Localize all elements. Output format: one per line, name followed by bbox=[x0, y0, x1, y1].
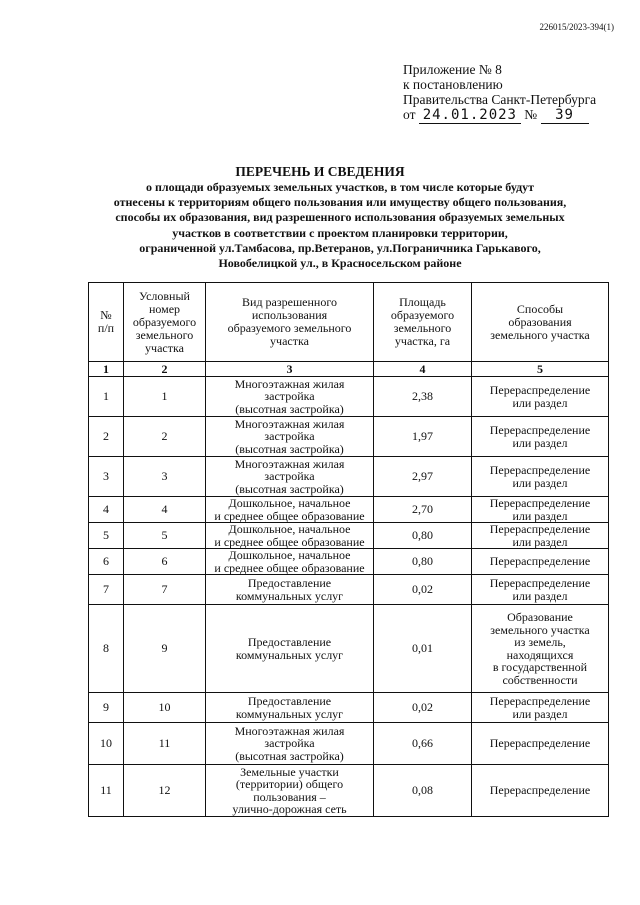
column-header-line: использования bbox=[251, 308, 328, 322]
area-cell: 0,02 bbox=[374, 575, 472, 605]
land-use-cell bbox=[206, 417, 374, 457]
column-number: 2 bbox=[124, 362, 206, 377]
table-row bbox=[89, 723, 609, 765]
method-cell bbox=[472, 523, 609, 549]
method-line: или раздел bbox=[512, 588, 568, 603]
plot-id-cell: 4 bbox=[124, 497, 206, 523]
land-plots-table bbox=[88, 282, 609, 817]
row-number-cell: 8 bbox=[89, 605, 124, 693]
column-header-line: Способы bbox=[516, 301, 564, 316]
appendix-line-1: Приложение № 8 bbox=[403, 62, 502, 77]
column-header-line: п/п bbox=[97, 321, 115, 335]
land-use-cell bbox=[206, 457, 374, 497]
land-use-line: Предоставление bbox=[247, 694, 332, 708]
column-header-line: земельного bbox=[393, 321, 452, 335]
land-use-line: Предоставление bbox=[247, 576, 332, 590]
column-header-line: земельного участка bbox=[490, 327, 590, 342]
method-cell bbox=[472, 549, 609, 575]
method-line: Перераспределение bbox=[489, 522, 591, 536]
area-cell: 0,66 bbox=[374, 723, 472, 765]
land-use-line: застройка bbox=[264, 389, 315, 404]
method-line: Перераспределение bbox=[489, 496, 591, 510]
date-prefix: от bbox=[403, 107, 416, 122]
column-header bbox=[89, 283, 124, 362]
land-use-line: Многоэтажная жилая bbox=[234, 416, 345, 431]
land-use-cell bbox=[206, 549, 374, 575]
column-header-line: участка bbox=[145, 340, 184, 355]
number-prefix: № bbox=[524, 107, 538, 122]
column-header-line: номер bbox=[148, 301, 181, 316]
plot-id-cell: 3 bbox=[124, 457, 206, 497]
land-use-cell bbox=[206, 765, 374, 817]
method-cell bbox=[472, 765, 609, 817]
area-cell: 0,80 bbox=[374, 549, 472, 575]
land-use-line: и среднее общее образование bbox=[214, 534, 365, 549]
land-use-line: Многоэтажная жилая bbox=[234, 456, 345, 471]
method-cell bbox=[472, 605, 609, 693]
appendix-number: 39 bbox=[541, 108, 589, 124]
method-line: или раздел bbox=[512, 435, 568, 450]
column-header-line: Условный bbox=[139, 288, 190, 303]
subtitle-line: о площади образуемых земельных участков, в том числе которые будут bbox=[145, 180, 535, 194]
land-use-line: Дошкольное, начальное bbox=[228, 522, 351, 536]
row-number-cell: 9 bbox=[89, 693, 124, 723]
land-use-line: Предоставление bbox=[247, 635, 332, 649]
land-use-line: пользования – bbox=[253, 789, 326, 804]
method-line: Перераспределение bbox=[489, 736, 591, 751]
document-title: ПЕРЕЧЕНЬ И СВЕДЕНИЯ bbox=[235, 164, 405, 179]
table-header-row bbox=[89, 283, 609, 362]
column-header bbox=[206, 283, 374, 362]
column-header-line: земельного bbox=[135, 327, 194, 342]
column-number: 3 bbox=[206, 362, 374, 377]
method-line: Перераспределение bbox=[489, 383, 591, 397]
column-header bbox=[124, 283, 206, 362]
column-header bbox=[374, 283, 472, 362]
column-header-line: участка bbox=[270, 334, 309, 348]
plot-id-cell: 1 bbox=[124, 377, 206, 417]
area-cell: 2,97 bbox=[374, 457, 472, 497]
subtitle-line: ограниченной ул.Тамбасова, пр.Ветеранов, ул.Пограничника Гарькавого, bbox=[139, 240, 541, 255]
row-number-cell: 2 bbox=[89, 417, 124, 457]
area-cell: 2,70 bbox=[374, 497, 472, 523]
document-number: 226015/2023-394(1) bbox=[539, 22, 614, 32]
table-row bbox=[89, 605, 609, 693]
plot-id-cell: 5 bbox=[124, 523, 206, 549]
method-line: или раздел bbox=[512, 534, 568, 549]
method-cell bbox=[472, 693, 609, 723]
land-use-line: (высотная застройка) bbox=[235, 401, 344, 416]
table-row bbox=[89, 457, 609, 497]
plot-id-cell: 9 bbox=[124, 605, 206, 693]
row-number-cell: 7 bbox=[89, 575, 124, 605]
method-line: Перераспределение bbox=[489, 576, 591, 590]
method-line: Перераспределение bbox=[489, 694, 591, 708]
method-cell bbox=[472, 457, 609, 497]
table-row bbox=[89, 575, 609, 605]
land-use-cell bbox=[206, 497, 374, 523]
method-line: Перераспределение bbox=[489, 423, 591, 437]
plot-id-cell: 12 bbox=[124, 765, 206, 817]
subtitle-line: отнесены к территориям общего пользования или имуществу общего пользования, bbox=[113, 195, 567, 210]
land-use-line: (высотная застройка) bbox=[235, 441, 344, 456]
column-header-line: № bbox=[100, 308, 112, 322]
method-cell bbox=[472, 723, 609, 765]
column-numbers-row bbox=[89, 362, 609, 377]
land-use-line: улично-дорожная сеть bbox=[232, 802, 347, 816]
column-header-line: Вид разрешенного bbox=[242, 295, 337, 309]
land-use-line: Многоэтажная жилая bbox=[234, 376, 345, 391]
column-header-line: образуемого bbox=[390, 308, 455, 322]
land-use-cell bbox=[206, 377, 374, 417]
column-number: 1 bbox=[89, 362, 124, 377]
column-header bbox=[472, 283, 609, 362]
land-use-line: и среднее общее образование bbox=[214, 560, 365, 575]
land-use-cell bbox=[206, 723, 374, 765]
row-number-cell: 10 bbox=[89, 723, 124, 765]
column-header-line: образования bbox=[508, 314, 572, 329]
land-use-line: и среднее общее образование bbox=[214, 508, 365, 523]
plot-id-cell: 7 bbox=[124, 575, 206, 605]
method-line: или раздел bbox=[512, 508, 568, 523]
plot-id-cell: 6 bbox=[124, 549, 206, 575]
land-use-cell bbox=[206, 693, 374, 723]
method-line: Образование bbox=[507, 610, 573, 624]
table-row bbox=[89, 523, 609, 549]
method-cell bbox=[472, 377, 609, 417]
row-number-cell: 11 bbox=[89, 765, 124, 817]
column-header-line: образуемого земельного bbox=[227, 321, 352, 335]
subtitle-line: способы их образования, вид разрешенного использования образуемых земельных bbox=[115, 210, 565, 225]
plot-id-cell: 2 bbox=[124, 417, 206, 457]
row-number-cell: 5 bbox=[89, 523, 124, 549]
column-header-line: участка, га bbox=[394, 334, 451, 348]
appendix-line-3: Правительства Санкт-Петербурга bbox=[403, 92, 597, 107]
table-row bbox=[89, 693, 609, 723]
area-cell: 2,38 bbox=[374, 377, 472, 417]
table-row bbox=[89, 497, 609, 523]
method-line: из земель, bbox=[514, 635, 566, 649]
row-number-cell: 6 bbox=[89, 549, 124, 575]
appendix-line-2: к постановлению bbox=[403, 77, 503, 92]
appendix-block bbox=[403, 62, 596, 124]
method-line: Перераспределение bbox=[489, 783, 591, 798]
method-line: в государственной bbox=[492, 660, 588, 674]
area-cell: 1,97 bbox=[374, 417, 472, 457]
land-use-line: Земельные участки bbox=[240, 764, 339, 779]
land-use-line: застройка bbox=[264, 469, 315, 484]
method-line: собственности bbox=[502, 672, 578, 687]
appendix-date-line bbox=[403, 107, 596, 124]
land-use-line: Дошкольное, начальное bbox=[228, 548, 351, 562]
method-line: или раздел bbox=[512, 395, 568, 410]
land-use-line: (высотная застройка) bbox=[235, 748, 344, 763]
land-use-line: Дошкольное, начальное bbox=[228, 496, 351, 510]
method-line: или раздел bbox=[512, 475, 568, 490]
subtitle-line: участков в соответствии с проектом планировки территории, bbox=[172, 225, 508, 240]
land-use-line: коммунальных услуг bbox=[235, 706, 344, 721]
method-cell bbox=[472, 575, 609, 605]
method-line: Перераспределение bbox=[489, 554, 591, 569]
land-use-line: Многоэтажная жилая bbox=[234, 723, 345, 738]
land-use-cell bbox=[206, 523, 374, 549]
plot-id-cell: 11 bbox=[124, 723, 206, 765]
column-number: 4 bbox=[374, 362, 472, 377]
subtitle-line: Новобелицкой ул., в Красносельском районе bbox=[218, 256, 462, 271]
method-line: земельного участка bbox=[490, 622, 590, 637]
document-subtitle bbox=[60, 180, 620, 271]
row-number-cell: 3 bbox=[89, 457, 124, 497]
table-row bbox=[89, 549, 609, 575]
land-use-line: (территории) общего bbox=[235, 777, 344, 791]
column-number: 5 bbox=[472, 362, 609, 377]
area-cell: 0,02 bbox=[374, 693, 472, 723]
appendix-date: 24.01.2023 bbox=[419, 108, 521, 124]
row-number-cell: 4 bbox=[89, 497, 124, 523]
land-use-line: коммунальных услуг bbox=[235, 647, 344, 662]
table-row bbox=[89, 417, 609, 457]
row-number-cell: 1 bbox=[89, 377, 124, 417]
table-row bbox=[89, 765, 609, 817]
land-use-cell bbox=[206, 605, 374, 693]
method-line: или раздел bbox=[512, 706, 568, 721]
method-cell bbox=[472, 417, 609, 457]
area-cell: 0,80 bbox=[374, 523, 472, 549]
area-cell: 0,08 bbox=[374, 765, 472, 817]
table-row bbox=[89, 377, 609, 417]
method-line: находящихся bbox=[506, 647, 574, 662]
plot-id-cell: 10 bbox=[124, 693, 206, 723]
method-line: Перераспределение bbox=[489, 463, 591, 477]
method-cell bbox=[472, 497, 609, 523]
area-cell: 0,01 bbox=[374, 605, 472, 693]
land-use-line: застройка bbox=[264, 429, 315, 444]
land-use-cell bbox=[206, 575, 374, 605]
column-header-line: образуемого bbox=[132, 314, 197, 329]
land-use-line: застройка bbox=[264, 736, 315, 751]
land-use-line: (высотная застройка) bbox=[235, 481, 344, 496]
land-use-line: коммунальных услуг bbox=[235, 588, 344, 603]
column-header-line: Площадь bbox=[399, 295, 446, 309]
